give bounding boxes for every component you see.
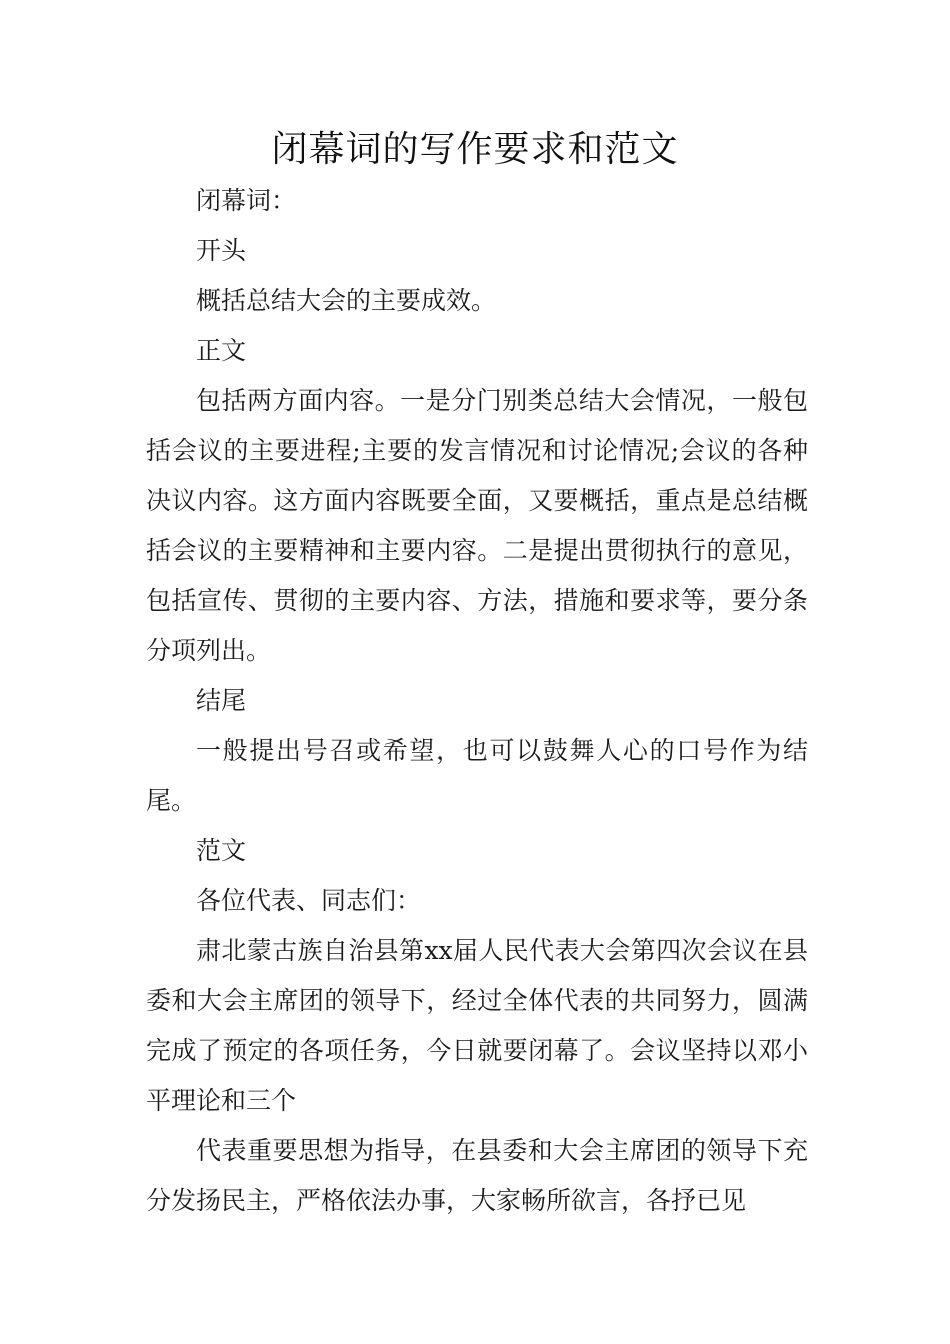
- heading-opening: 开头: [196, 236, 247, 265]
- paragraph-ending-content: 一般提出号召或希望，也可以鼓舞人心的口号作为结尾。: [146, 736, 808, 815]
- heading-main-body: 正文: [196, 336, 247, 365]
- heading-ending: 结尾: [196, 686, 247, 715]
- paragraph-closing-speech-label: 闭幕词：: [196, 186, 297, 215]
- document-body: [146, 176, 808, 1226]
- document-title: 闭幕词的写作要求和范文: [271, 129, 679, 170]
- paragraph-main-body-content: 包括两方面内容。一是分门别类总结大会情况，一般包括会议的主要进程;主要的发言情况和讨论情况;会议的各种决议内容。这方面内容既要全面，又要概括，重点是总结概括会议的主要精神和主要内容。二是提出贯彻执行的意见，包括宣传、贯彻的主要内容、方法，措施和要求等，要分条分项列出。: [146, 386, 808, 665]
- paragraph-sample-1: 肃北蒙古族自治县第xx届人民代表大会第四次会议在县委和大会主席团的领导下，经过全体代表的共同努力，圆满完成了预定的各项任务，今日就要闭幕了。会议坚持以邓小平理论和三个: [146, 936, 808, 1115]
- paragraph-opening-content: 概括总结大会的主要成效。: [196, 286, 497, 315]
- paragraph-salutation: 各位代表、同志们：: [196, 886, 422, 915]
- paragraph-sample-2: 代表重要思想为指导，在县委和大会主席团的领导下充分发扬民主，严格依法办事，大家畅所欲言，各抒已见: [146, 1136, 808, 1215]
- heading-sample: 范文: [196, 836, 247, 865]
